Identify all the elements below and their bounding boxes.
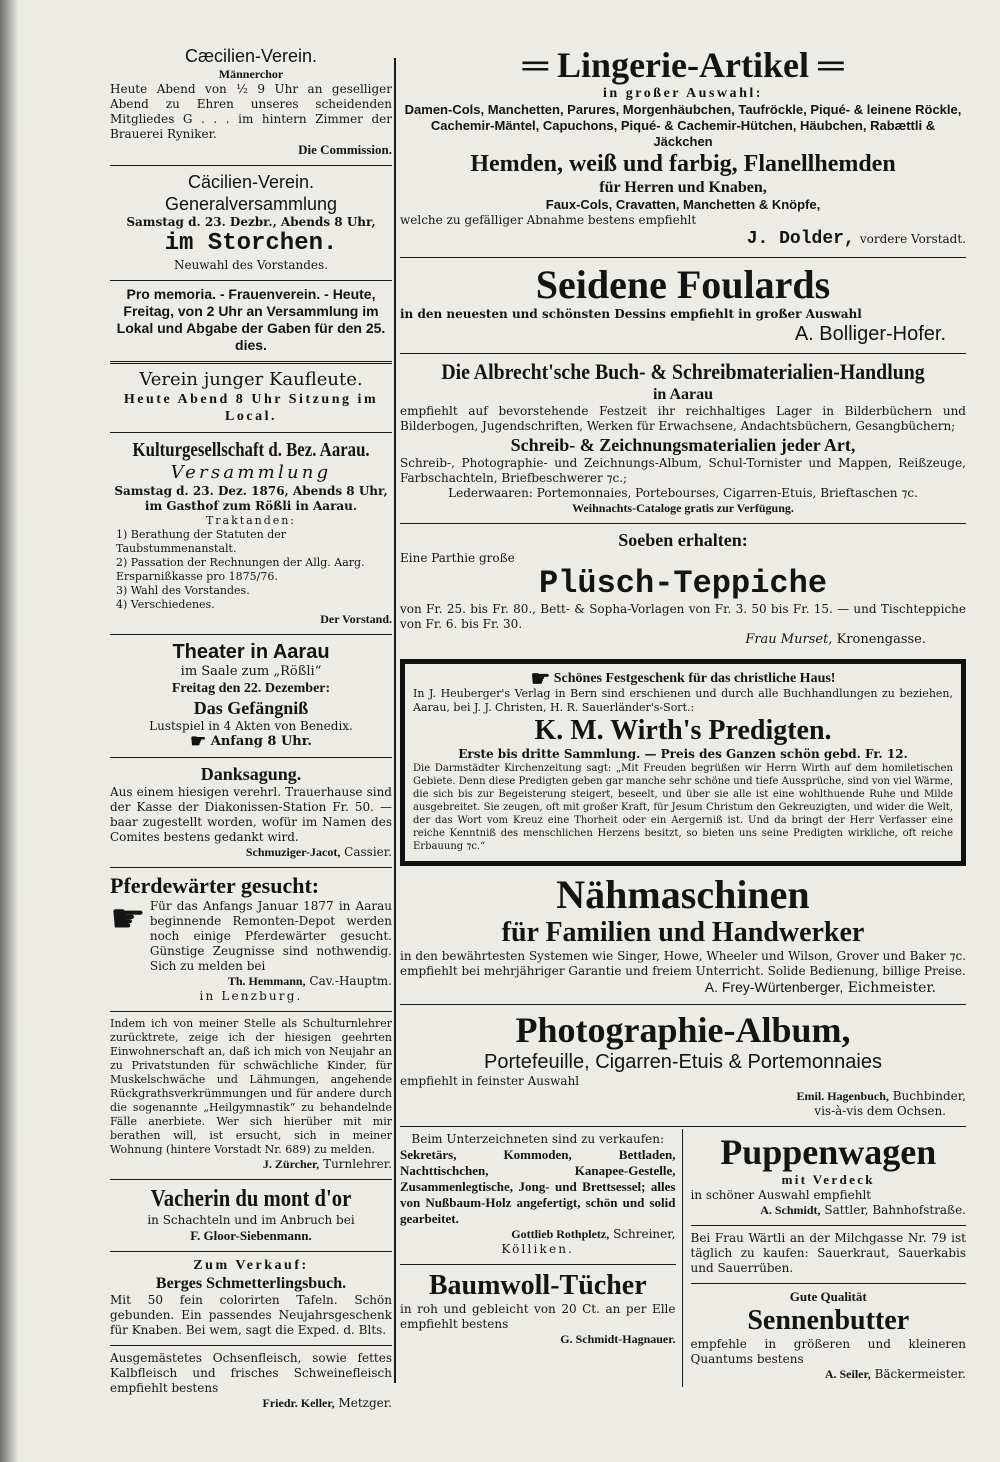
ad-place: in Aarau [652, 386, 713, 403]
ad-subtitle: für Familien und Handwerker [501, 917, 865, 948]
divider [110, 165, 392, 166]
ad-intro: Eine Parthie große [400, 551, 515, 565]
ad-vacherin [110, 1182, 392, 1249]
ad-intro: Beim Unterzeichneten sind zu verkaufen: [411, 1132, 665, 1146]
ad-date: Samstag d. 23. Dez. 1876, Abends 8 Uhr, im Gasthof zum Rößli in Aarau. [114, 484, 388, 513]
ad-text: empfiehlt auf bevorstehende Festzeit ihr reichhaltiges Lager in Bilderbüchern und Bilderbogen, Jugendschriften, Werken für Erwachsene, Andachtsbüchern, Gesangbüchern; [400, 404, 966, 433]
ad-signature-line [691, 1203, 967, 1218]
ad-header: Schönes Festgeschenk für das christliche Haus! [553, 671, 836, 686]
ad-signature-line [691, 1367, 967, 1382]
ad-signature: A. Bolliger-Hofer. [794, 323, 946, 345]
ad-start-text: Anfang 8 Uhr. [210, 734, 312, 749]
divider [691, 1283, 967, 1284]
ad-text: empfiehlt in feinster Auswahl [400, 1074, 580, 1088]
ad-seiler [691, 1286, 967, 1387]
ad-signature: F. Gloor-Siebenmann. [190, 1228, 312, 1243]
ad-intro: Gute Qualität [789, 1289, 867, 1304]
divider [110, 757, 392, 758]
double-dash-ornament: ═ [808, 45, 844, 85]
ad-place: vordere Vorstadt. [859, 232, 966, 246]
ad-role: Metzger. [338, 1396, 392, 1410]
ad-title: Cæcilien-Verein. [184, 46, 318, 66]
ad-sub: Schreib- & Zeichnungsmaterialien jeder Art, [510, 435, 856, 455]
ad-signature-line [400, 228, 966, 250]
ad-rothpletz [400, 1129, 676, 1262]
ad-kulturgesellschaft [110, 435, 392, 632]
ad-title: Pferdewärter gesucht: [110, 873, 320, 898]
ad-title: Vacherin du mont d'or [150, 1186, 352, 1212]
ad-title: K. M. Wirth's Predigten. [534, 715, 832, 746]
pointing-hand-icon: ☛ [190, 730, 207, 752]
double-dash-ornament: ═ [522, 45, 558, 85]
ad-role: Cav.-Hauptm. [309, 974, 392, 988]
divider [110, 1345, 392, 1346]
ad-title: Puppenwagen [720, 1132, 937, 1172]
ad-dolder [400, 42, 966, 255]
ad-role: Turnlehrer. [323, 1157, 392, 1171]
ad-signature: Friedr. Keller, [262, 1396, 335, 1410]
ad-keller [110, 1348, 392, 1416]
ad-item: 1) Berathung der Statuten der Taubstummenanstalt. [116, 528, 287, 555]
ad-play: Das Gefängniß [193, 698, 309, 718]
ad-signature: Frau Murset, [745, 632, 833, 647]
ad-puppenwagen [691, 1129, 967, 1223]
ad-title: Seidene Foulards [535, 262, 831, 307]
ad-wirth-frame [400, 659, 966, 866]
ad-signature-line [110, 974, 392, 989]
ad-hagenbuch [400, 1007, 966, 1124]
ad-signature: G. Schmidt-Hagnauer. [560, 1332, 676, 1346]
ad-pferdewaerter [110, 870, 392, 1009]
ad-naehmaschinen [400, 870, 966, 1002]
ad-catalog: Weihnachts-Cataloge gratis zur Verfügung. [572, 501, 794, 515]
ad-title: Zum Verkauf: [193, 1258, 309, 1273]
ad-sub: für Herren und Knaben, [599, 179, 767, 196]
ad-verkauf [110, 1254, 392, 1343]
ad-caecilien-general [110, 168, 392, 278]
ad-signature-line [110, 1396, 392, 1411]
ad-title: Soeben erhalten: [618, 530, 748, 550]
ad-signature: Schmuziger-Jacot, [245, 845, 341, 859]
ad-title: Theater in Aarau [172, 641, 330, 663]
ad-role: Sattler, Bahnhofstraße. [824, 1203, 966, 1217]
ad-quote: Die Darmstädter Kirchenzeitung sagt: „Mit Freuden begrüßen wir Herrn Wirth auf dem homiletischen Gebiete. Denn diese Predigten geben gar manche sehr schöne und tiefe Aussprüche, sind von viel Wärme, die sich bis zur Begeisterung steigert, beseelt, und über sie alle ist eine wohlthuende Ruhe und Milde ausgebreitet. Sie zeugen, oft mit großer Kraft, für Jesum Christum den Gekreuzigten, und wider die Welt, der das Wort vom Kreuz eine Thorheit oder ein Aergerniß ist. Und da bringt der Herr Verfasser eine reiche Kenntniß des menschlichen Herzens besitzt, so bieten uns seine Predigten wirkliche, oft reiche Erbauung ⁊c.“ [413, 763, 953, 852]
divider [110, 1011, 392, 1012]
column-divider [394, 58, 396, 1383]
ad-signature: Th. Hemmann, [227, 974, 306, 988]
ad-role: Schreiner, [613, 1227, 676, 1241]
ad-items2: Faux-Cols, Cravatten, Manchetten & Knöpfe, [545, 197, 821, 212]
ad-kaufleute [110, 366, 392, 430]
divider [400, 257, 966, 258]
ad-title: Photographie-Album, [515, 1010, 851, 1050]
right-column [400, 42, 966, 1387]
ad-text: Heute Abend 8 Uhr Sitzung im Local. [123, 392, 379, 424]
ad-signature: A. Schmidt, [760, 1203, 821, 1217]
ad-subtitle: Männerchor [218, 67, 284, 81]
ad-subtitle: Berges Schmetterlingsbuch. [155, 1275, 347, 1292]
ad-text: in roh und gebleicht von 20 Ct. an per Elle empfiehlt bestens [400, 1302, 676, 1331]
ad-foulards [400, 260, 966, 351]
ad-subtitle: in großer Auswahl: [603, 86, 763, 101]
ad-danksagung [110, 760, 392, 865]
ad-date: Samstag d. 23. Dezbr., Abends 8 Uhr, [126, 215, 376, 229]
ad-title: Kulturgesellschaft d. Bez. Aarau. [132, 439, 370, 461]
ad-murset [400, 526, 966, 653]
ad-place: Kölliken. [501, 1242, 575, 1256]
divider [110, 280, 392, 281]
ad-text: Heute Abend von ½ 9 Uhr an geselliger Abend zu Ehren unseres scheidenden Mitgliedes G . . . im hintern Zimmer der Brauerei Ryniker. [110, 82, 392, 141]
ad-signature: Die Commission. [298, 142, 392, 157]
ad-caecilien-maennerchor [110, 42, 392, 163]
ad-text: Sekretärs, Kommoden, Bettladen, Nachttischchen, Kanapee-Gestelle, Zusammenlegtische, Jong- und Brettsessel; alles von Nußbaum-Holz angefertigt, schön und solid gearbeitet. [400, 1147, 676, 1226]
ad-frauenverein [110, 283, 392, 359]
ad-place: in Lenzburg. [199, 989, 303, 1003]
ad-header-line [413, 665, 953, 691]
ad-recommend: welche zu gefälliger Abnahme bestens empfiehlt [400, 213, 697, 227]
ad-text: in schöner Auswahl empfiehlt [690, 1188, 872, 1202]
ad-item: 4) Verschiedenes. [116, 598, 215, 611]
ad-start [110, 730, 392, 752]
divider [400, 523, 966, 524]
ad-line: im Saale zum „Rößli“ [180, 664, 322, 679]
ad-subtitle: Portefeuille, Cigarren-Etuis & Portemonnaies [484, 1051, 882, 1073]
ad-signature: A. Seiler, [824, 1367, 871, 1381]
ad-subtitle: Generalversammlung [164, 194, 338, 214]
ad-text: Für das Anfangs Januar 1877 in Aarau beginnende Remonten-Depot werden noch einige Pferdewärter gesucht. Günstige Zeugnisse sind nothwendig. Sich zu melden bei [149, 899, 392, 973]
ad-subtitle: Versammlung [170, 462, 332, 483]
divider [691, 1225, 967, 1226]
pointing-hand-icon: ☛ [110, 896, 146, 942]
ad-signature: A. Frey-Würtenberger, [704, 979, 844, 995]
ad-text: empfehle in größeren und kleineren Quantums bestens [690, 1337, 966, 1366]
ad-title: Sennenbutter [747, 1305, 910, 1336]
ad-text2: Schreib-, Photographie- und Zeichnungs-Album, Schul-Tornister und Mappen, Reißzeuge, Farbschachteln, Briefbeschwerer ⁊c.; [400, 456, 966, 485]
ad-signature: J. Dolder, [746, 229, 855, 249]
ad-text: Pro memoria. - Frauenverein. - Heute, Freitag, von 2 Uhr an Versammlung im Lokal und Abgabe der Gaben für den 25. dies. [116, 286, 386, 353]
ad-text: Bei Frau Wärtli an der Milchgasse Nr. 79 ist täglich zu kaufen: Sauerkraut, Sauerkabis und Sauerrüben. [690, 1231, 966, 1275]
ad-line: Freitag den 22. Dezember: [171, 681, 331, 696]
ad-intro: In J. Heuberger's Verlag in Bern sind erschienen und durch alle Buchhandlungen zu beziehen, Aarau, bei J. J. Christen, H. R. Sauerländer's-Sort.: [413, 687, 953, 714]
ad-item: 3) Wahl des Vorstandes. [116, 584, 250, 597]
ad-note: Neuwahl des Vorstandes. [173, 258, 329, 272]
ad-place: Kronengasse. [836, 632, 926, 647]
divider [400, 1004, 966, 1005]
bottom-right-subcolumn [691, 1129, 967, 1387]
ad-title: Nähmaschinen [556, 872, 810, 917]
ad-big: Plüsch-Teppiche [538, 565, 828, 602]
ad-title: Verein junger Kaufleute. [139, 369, 363, 390]
ad-items: Damen-Cols, Manchetten, Parures, Morgenhäubchen, Taufröckle, Piqué- & leinene Röckle, Cachemir-Mäntel, Capuchons, Piqué- & Cachemir-Hütchen, Häubchen, Rabættli & Jäckchen [404, 102, 962, 149]
ad-place: vis-à-vis dem Ochsen. [814, 1104, 946, 1118]
ad-text: in den bewährtesten Systemen wie Singer, Howe, Wheeler und Wilson, Grover und Baker ⁊c. empfiehlt bei mehrjähriger Garantie und freiem Unterricht. Solide Bedienung, billige Preise. [400, 949, 966, 978]
ad-role: Cassier. [344, 845, 392, 859]
divider [400, 1126, 966, 1127]
ad-signature: J. Zürcher, [262, 1157, 320, 1171]
ad-leder: Lederwaaren: Portemonnaies, Portebourses, Cigarren-Etuis, Brieftaschen ⁊c. [448, 486, 918, 500]
ad-signature-line [400, 632, 966, 648]
ad-signature-line [110, 845, 392, 860]
ad-baumwoll [400, 1267, 676, 1352]
ad-title: Die Albrecht'sche Buch- & Schreibmaterialien-Handlung [441, 359, 925, 384]
bottom-left-subcolumn [400, 1129, 683, 1387]
ad-place: im Storchen. [164, 230, 338, 257]
ad-line: Erste bis dritte Sammlung. — Preis des Ganzen schön gebd. Fr. 12. [458, 747, 908, 761]
ad-title: Cäcilien-Verein. [187, 172, 315, 192]
ad-title-line [400, 45, 966, 85]
ad-text: Aus einem hiesigen verehrl. Trauerhause sind der Kasse der Diakonissen-Station Fr. 50. — baar zugestellt worden, wofür im Namen des Comites bestens gedankt wird. [110, 785, 392, 844]
ad-text: Indem ich von meiner Stelle als Schulturnlehrer zurücktrete, zeige ich der hiesigen geehrten Einwohnerschaft an, daß ich mich von Neujahr an zu Privatstunden für schwächliche Kinder, für Muskelschwäche und Lähmungen, angehende Rückgrathsverkrümmungen und für andere durch die sogenannte „Heilgymnastik“ zu behandelnde Fälle anerbiete. Wer sich hierüber mit mir berathen will, ist ersucht, sich in meiner Wohnung (hintere Vorstadt Nr. 689) zu melden. [110, 1017, 392, 1156]
divider [110, 1251, 392, 1252]
ad-signature: Emil. Hagenbuch, [796, 1089, 889, 1103]
ad-signature-line [400, 1227, 676, 1242]
divider [110, 1179, 392, 1180]
ad-zuercher [110, 1014, 392, 1177]
ad-text: in Schachteln und im Anbruch bei [147, 1213, 355, 1227]
ad-line: Lustspiel in 4 Akten von Benedix. [149, 719, 353, 733]
ad-text: Mit 50 fein colorirten Tafeln. Schön gebunden. Ein passendes Neujahrsgeschenk für Knaben. Bei wem, sagt die Exped. d. Blts. [110, 1293, 392, 1337]
divider [110, 867, 392, 868]
ad-signature-line [400, 979, 966, 997]
ad-waertli [691, 1228, 967, 1281]
divider [400, 1264, 676, 1265]
ad-item: 2) Passation der Rechnungen der Allg. Aarg. Ersparnißkasse pro 1875/76. [116, 556, 365, 583]
ad-title: Danksagung. [200, 764, 302, 784]
ad-role: Buchbinder, [892, 1089, 966, 1103]
divider [110, 634, 392, 635]
ad-role: Bäckermeister. [874, 1367, 966, 1381]
ad-theater [110, 637, 392, 755]
pointing-hand-icon: ☛ [530, 665, 551, 691]
bottom-two-column-ads [400, 1129, 966, 1387]
ad-text: in den neuesten und schönsten Dessins empfiehlt in großer Auswahl [400, 307, 862, 321]
ad-albrecht [400, 356, 966, 521]
ad-traktanden-label: Traktanden: [205, 514, 296, 527]
ad-signature-line [400, 1089, 966, 1104]
ad-text: von Fr. 25. bis Fr. 80., Bett- & Sopha-Vorlagen von Fr. 3. 50 bis Fr. 15. — und Tischteppiche von Fr. 6. bis Fr. 30. [400, 602, 966, 631]
ad-title: Lingerie-Artikel [557, 45, 809, 85]
page-binding-edge [0, 0, 18, 1462]
ad-title: Baumwoll-Tücher [428, 1270, 647, 1301]
ad-subtitle: mit Verdeck [781, 1172, 875, 1187]
ad-big: Hemden, weiß und farbig, Flanellhemden [470, 151, 896, 177]
divider [110, 432, 392, 433]
divider [110, 361, 392, 364]
ad-signature-line [110, 1157, 392, 1172]
ad-body [110, 896, 392, 974]
ad-role: Eichmeister. [847, 980, 936, 996]
divider [400, 353, 966, 354]
ad-signature: Der Vorstand. [320, 612, 392, 626]
ad-text: Ausgemästetes Ochsenfleisch, sowie fettes Kalbfleisch und frisches Schweinefleisch empfiehlt bestens [110, 1351, 392, 1395]
left-column [110, 42, 392, 1416]
ad-signature: Gottlieb Rothpletz, [511, 1227, 610, 1241]
